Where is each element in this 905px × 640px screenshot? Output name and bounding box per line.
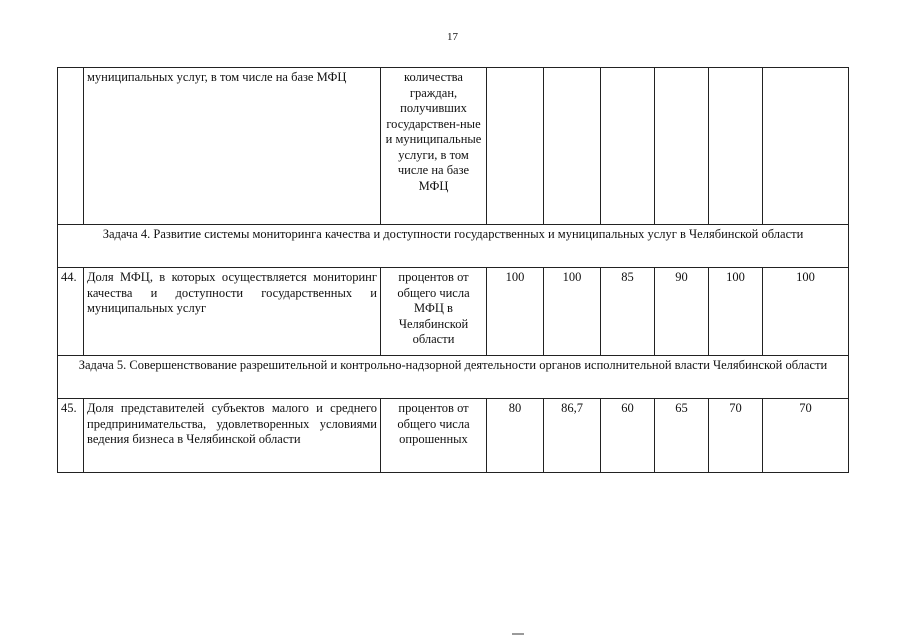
value-cell (544, 68, 601, 225)
table-row-44 (58, 268, 849, 356)
task-5-row (58, 356, 849, 399)
value-cell: 70 (763, 399, 849, 473)
page-number: 17 (447, 31, 458, 43)
indicator-name-cell: муниципальных услуг, в том числе на базе МФЦ (84, 68, 381, 225)
value-cell: 100 (487, 268, 544, 356)
row-number-cell: 44. (58, 268, 84, 356)
value-cell (601, 68, 655, 225)
unit-cell: количества граждан, получивших государствен-ные и муниципальные услуги, в том числе на базе МФЦ (381, 68, 487, 225)
value-cell (763, 68, 849, 225)
scan-mark (512, 633, 524, 635)
task-5-heading: Задача 5. Совершенствование разрешительной и контрольно-надзорной деятельности органов исполнительной власти Челябинской области (58, 356, 849, 399)
value-cell: 100 (544, 268, 601, 356)
value-cell: 70 (709, 399, 763, 473)
value-cell (655, 68, 709, 225)
table-row-45 (58, 399, 849, 473)
indicator-name-cell: Доля представителей субъектов малого и среднего предпринимательства, удовлетворенных условиями ведения бизнеса в Челябинской области (84, 399, 381, 473)
value-cell (709, 68, 763, 225)
value-cell: 100 (763, 268, 849, 356)
unit-cell: процентов от общего числа опрошенных (381, 399, 487, 473)
value-cell: 100 (709, 268, 763, 356)
value-cell (487, 68, 544, 225)
indicator-name-cell: Доля МФЦ, в которых осуществляется мониторинг качества и доступности государственных и муниципальных услуг (84, 268, 381, 356)
row-number-cell (58, 68, 84, 225)
value-cell: 90 (655, 268, 709, 356)
value-cell: 80 (487, 399, 544, 473)
task-4-heading: Задача 4. Развитие системы мониторинга качества и доступности государственных и муниципальных услуг в Челябинской области (58, 225, 849, 268)
task-4-row (58, 225, 849, 268)
row-number-cell: 45. (58, 399, 84, 473)
value-cell: 60 (601, 399, 655, 473)
value-cell: 65 (655, 399, 709, 473)
value-cell: 85 (601, 268, 655, 356)
value-cell: 86,7 (544, 399, 601, 473)
indicators-table (57, 67, 849, 473)
table-row-continuation (58, 68, 849, 225)
unit-cell: процентов от общего числа МФЦ в Челябинской области (381, 268, 487, 356)
